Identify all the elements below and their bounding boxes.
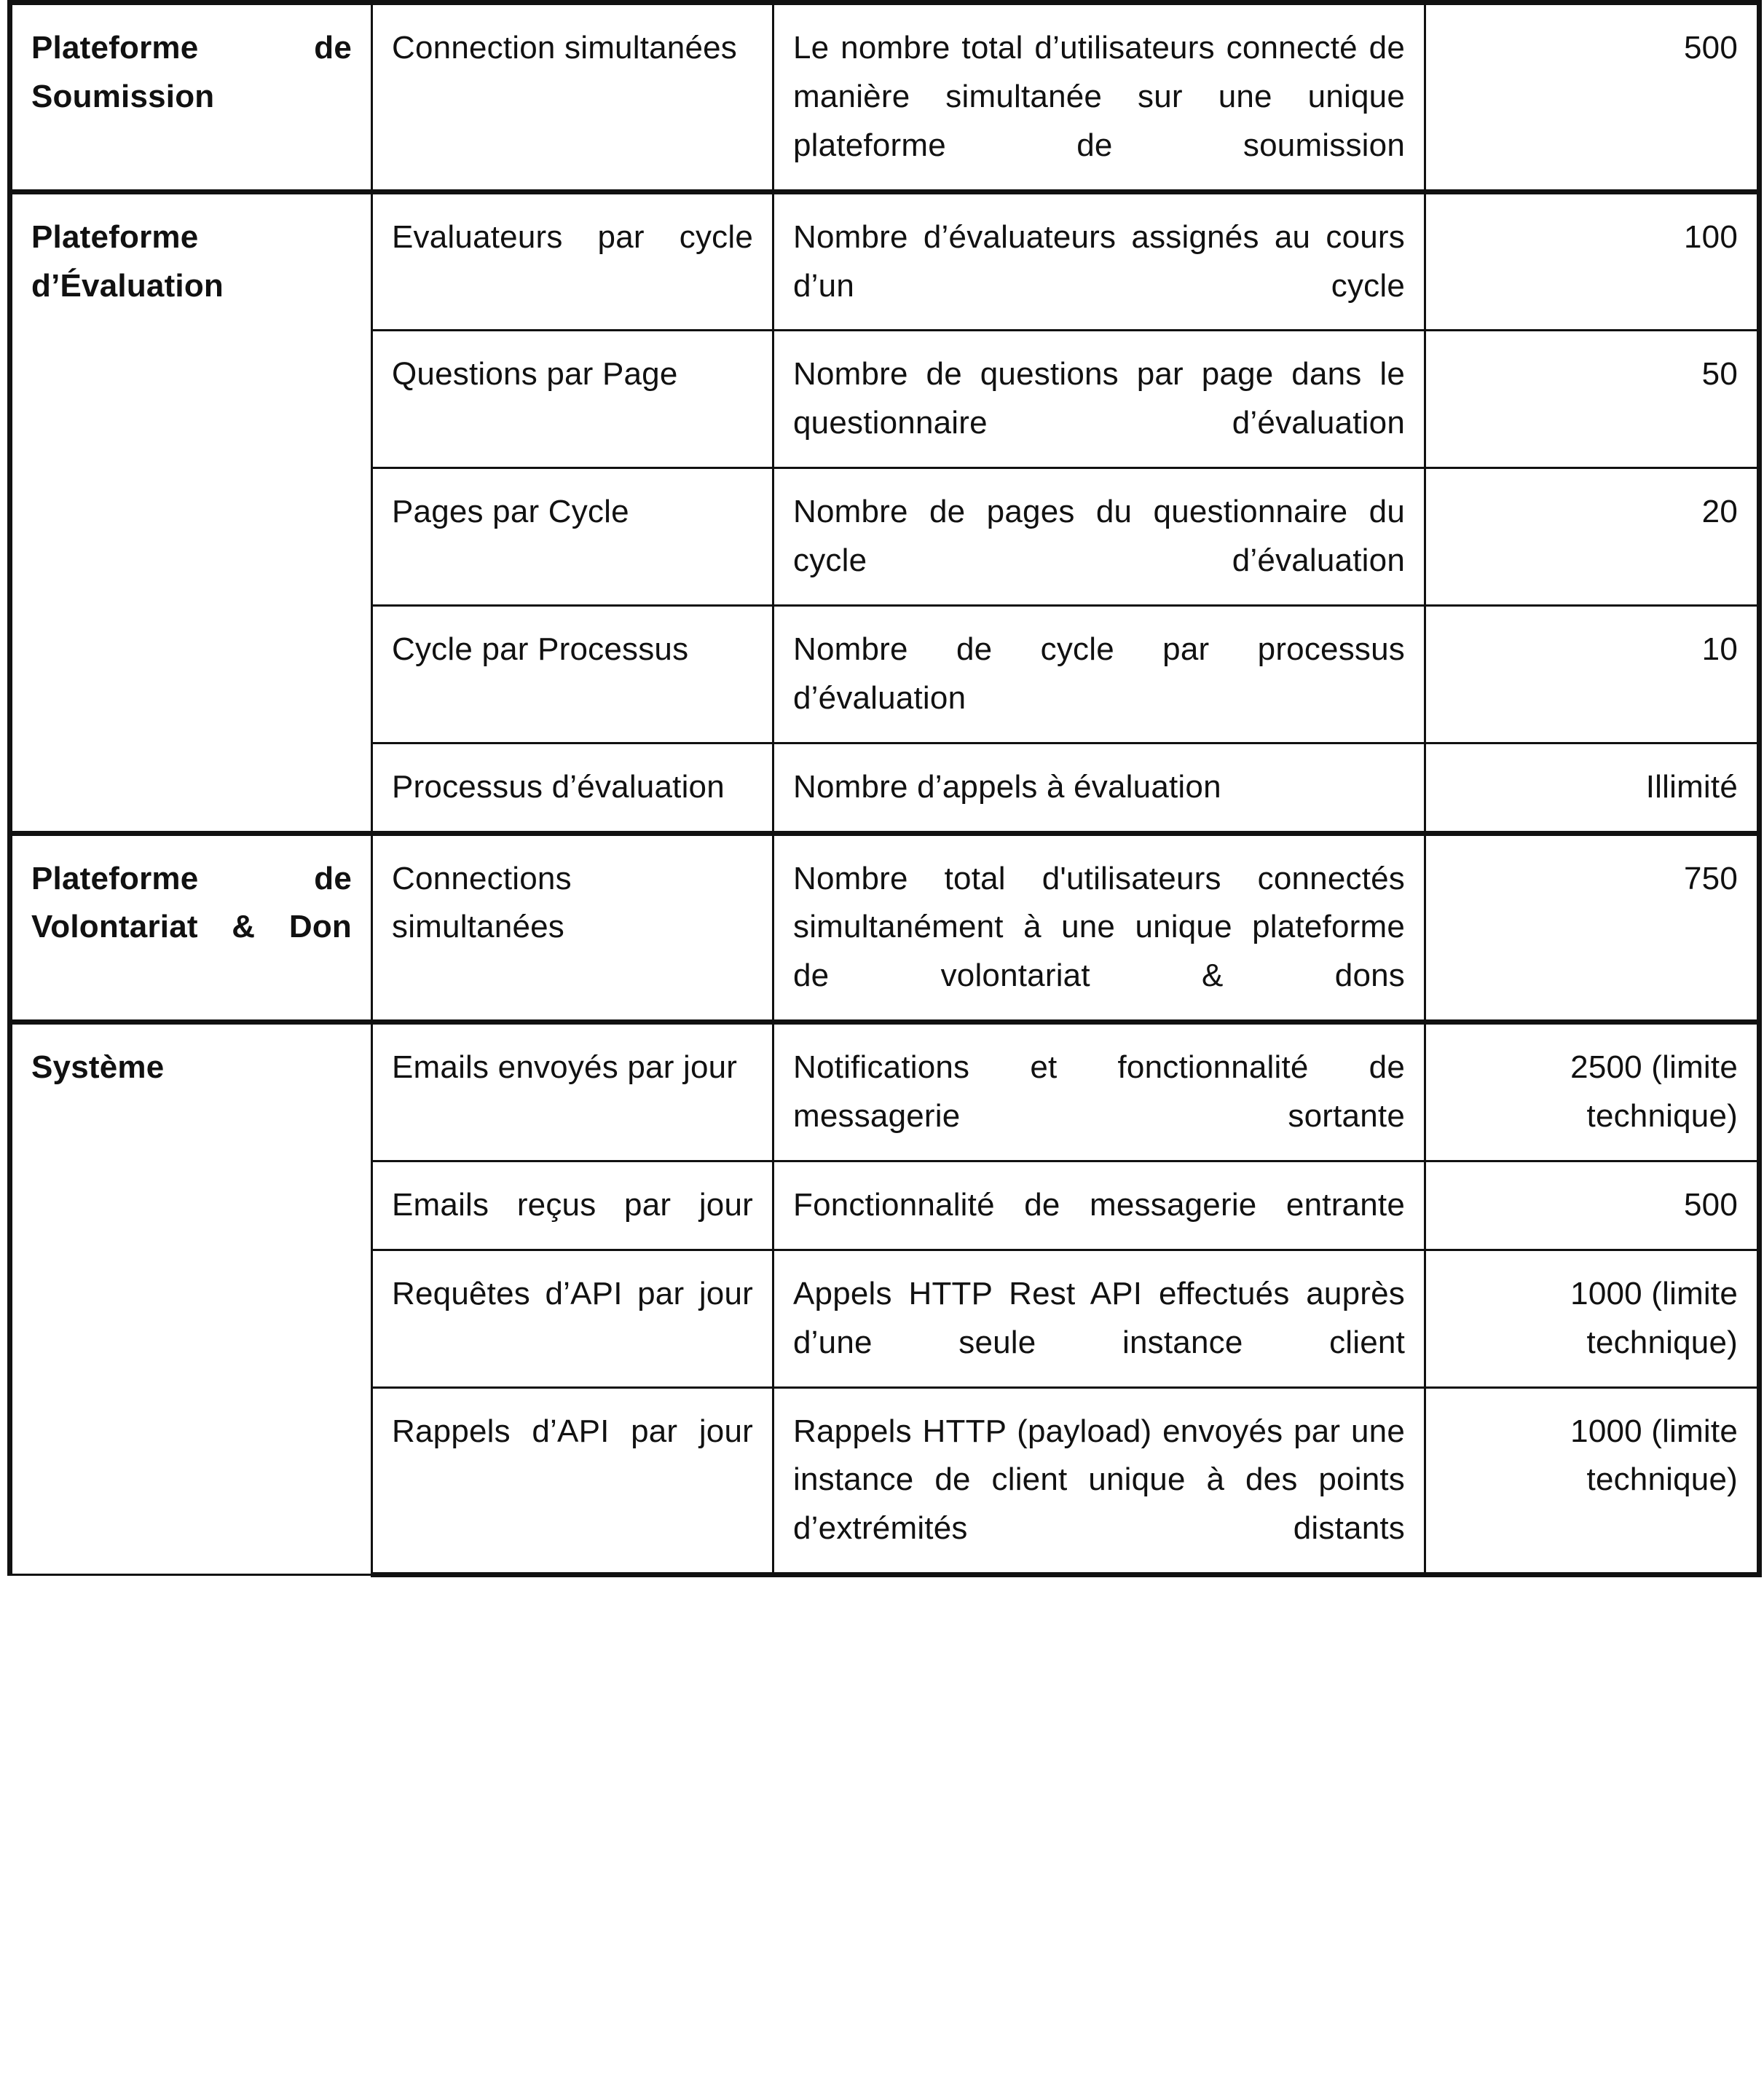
category-cell — [10, 192, 372, 833]
metric-cell: Pages par Cycle — [372, 468, 773, 606]
table-section-soumission — [10, 3, 1760, 192]
description-cell: Nombre d’évaluateurs assignés au cours d’un cycle — [773, 192, 1425, 331]
value-cell: 2500 (limite technique) — [1425, 1022, 1760, 1161]
value-cell: 750 — [1425, 833, 1760, 1022]
description-cell: Le nombre total d’utilisateurs connecté de manière simultanée sur une unique plateforme de soumission — [773, 3, 1425, 192]
description-cell: Nombre de cycle par processus d’évaluation — [773, 605, 1425, 743]
table-section-systeme — [10, 1022, 1760, 1575]
table-section-evaluation — [10, 192, 1760, 833]
metric-cell: Connections simultanées — [372, 833, 773, 1022]
metric-cell: Evaluateurs par cycle — [372, 192, 773, 331]
metric-cell: Cycle par Processus — [372, 605, 773, 743]
category-cell — [10, 3, 372, 192]
value-cell: 1000 (limite technique) — [1425, 1387, 1760, 1575]
value-cell: 100 — [1425, 192, 1760, 331]
metric-cell: Connection simultanées — [372, 3, 773, 192]
description-cell: Nombre de pages du questionnaire du cycle d’évaluation — [773, 468, 1425, 606]
table-row — [10, 192, 1760, 331]
category-cell — [10, 833, 372, 1022]
description-cell: Nombre d’appels à évaluation — [773, 743, 1425, 833]
platform-limits-table — [7, 0, 1762, 1577]
category-label: Plateforme de Soumission — [31, 30, 352, 114]
category-cell — [10, 1022, 372, 1575]
value-cell: 20 — [1425, 468, 1760, 606]
description-cell: Notifications et fonctionnalité de messagerie sortante — [773, 1022, 1425, 1161]
category-label: Système — [31, 1049, 165, 1086]
metric-cell: Emails reçus par jour — [372, 1161, 773, 1250]
metric-cell: Rappels d’API par jour — [372, 1387, 773, 1575]
value-cell: 500 — [1425, 1161, 1760, 1250]
value-cell: 50 — [1425, 331, 1760, 468]
category-label: Plateforme d’Évaluation — [31, 218, 224, 304]
table-row — [10, 1022, 1760, 1161]
table-row — [10, 3, 1760, 192]
category-label: Plateforme de Volontariat & Don — [31, 860, 352, 945]
value-cell: 1000 (limite technique) — [1425, 1250, 1760, 1387]
metric-cell: Requêtes d’API par jour — [372, 1250, 773, 1387]
value-cell: 500 — [1425, 3, 1760, 192]
description-cell: Appels HTTP Rest API effectués auprès d’une seule instance client — [773, 1250, 1425, 1387]
metric-cell: Questions par Page — [372, 331, 773, 468]
description-cell: Rappels HTTP (payload) envoyés par une instance de client unique à des points d’extrémités distants — [773, 1387, 1425, 1575]
description-cell: Fonctionnalité de messagerie entrante — [773, 1161, 1425, 1250]
value-cell: Illimité — [1425, 743, 1760, 833]
metric-cell: Processus d’évaluation — [372, 743, 773, 833]
description-cell: Nombre de questions par page dans le questionnaire d’évaluation — [773, 331, 1425, 468]
metric-cell: Emails envoyés par jour — [372, 1022, 773, 1161]
table-section-volontariat — [10, 833, 1760, 1022]
value-cell: 10 — [1425, 605, 1760, 743]
description-cell: Nombre total d'utilisateurs connectés simultanément à une unique plateforme de volontariat & dons — [773, 833, 1425, 1022]
table-row — [10, 833, 1760, 1022]
